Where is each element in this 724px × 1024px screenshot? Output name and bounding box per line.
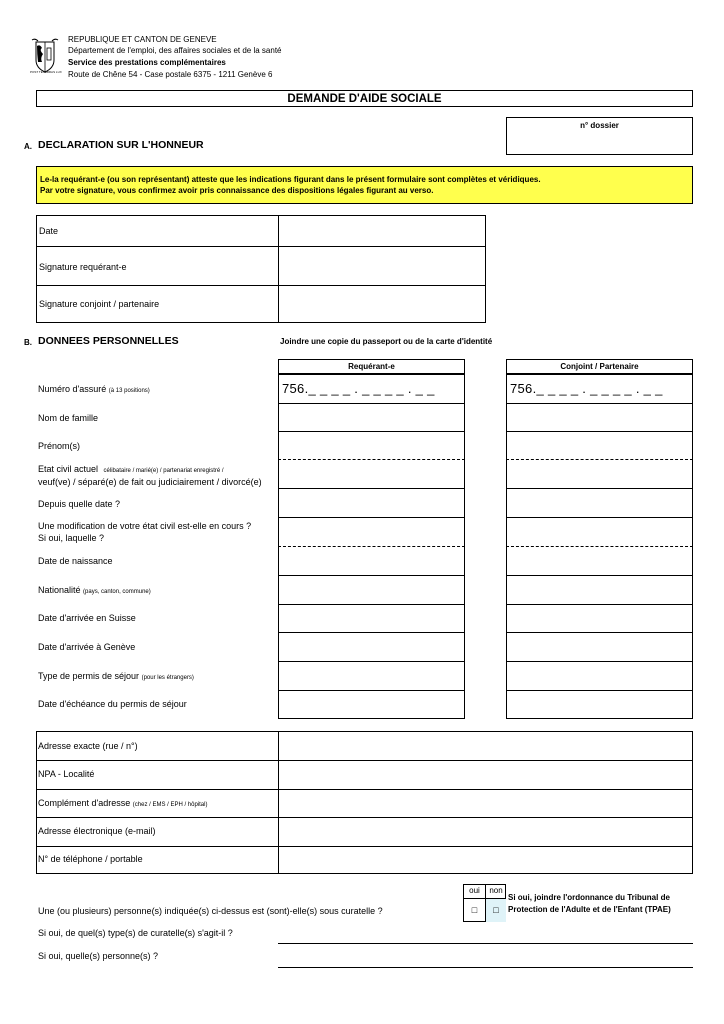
curatelle-type-field[interactable]	[278, 926, 693, 943]
page-title: DEMANDE D'AIDE SOCIALE	[287, 93, 442, 105]
col-header-requerant-label: Requérant-e	[348, 362, 395, 371]
nationalite-hint: (pays, canton, commune)	[83, 589, 151, 595]
col-header-conjoint	[506, 359, 693, 374]
date-label: Date	[39, 226, 59, 236]
row-divider-dashed	[506, 459, 693, 460]
curatelle-person-answer-line	[278, 967, 693, 968]
requerant-prenom-field[interactable]	[279, 432, 464, 459]
signature-conjoint-label: Signature conjoint / partenaire	[39, 299, 160, 309]
requerant-etat-civil-field[interactable]	[279, 461, 464, 488]
section-b-title: DONNEES PERSONNELLES	[38, 335, 179, 347]
email-label: Adresse électronique (e-mail)	[38, 826, 156, 836]
naissance-label: Date de naissance	[38, 556, 113, 566]
conjoint-ssn-field[interactable]: 756._ _ _ _ . _ _ _ _ . _ _	[510, 381, 663, 396]
section-b-letter: B.	[24, 338, 32, 347]
telephone-label: N° de téléphone / portable	[38, 854, 143, 864]
signature-conjoint-field[interactable]	[279, 286, 486, 323]
complement-label-text: Complément d'adresse	[38, 798, 131, 808]
etat-civil-label-text: Etat civil actuel	[38, 464, 99, 474]
conjoint-depuis-field[interactable]	[507, 489, 692, 517]
requerant-naissance-field[interactable]	[279, 576, 464, 604]
curatelle-checkbox-group	[463, 884, 506, 922]
conjoint-prenom-field[interactable]	[507, 432, 692, 459]
conjoint-permis-field[interactable]	[507, 691, 692, 718]
permis-hint: (pour les étrangers)	[141, 675, 194, 681]
requerant-nationalite-field[interactable]	[279, 605, 464, 632]
row-divider-dashed	[278, 459, 465, 460]
adresse-field[interactable]	[279, 732, 691, 760]
requerant-arrivee-suisse-field[interactable]	[279, 633, 464, 661]
dossier-number-box[interactable]	[506, 117, 693, 155]
conjoint-etat-civil-field[interactable]	[507, 461, 692, 488]
section-a-letter: A.	[24, 142, 32, 151]
notice-line-2: Par votre signature, vous confirmez avoir pris connaissance des dispositions légales figurant au verso.	[40, 186, 434, 195]
echeance-label: Date d'échéance du permis de séjour	[38, 699, 187, 709]
npa-label: NPA - Localité	[38, 769, 95, 779]
modification-label-2: Si oui, laquelle ?	[38, 533, 105, 543]
requerant-depuis-field[interactable]	[279, 489, 464, 517]
nationalite-label	[38, 585, 151, 595]
header-line-department: Département de l'emploi, des affaires sociales et de la santé	[68, 46, 282, 55]
address-table	[36, 731, 693, 874]
tpae-note-line-2: Protection de l'Adulte et de l'Enfant (TPAE)	[508, 905, 671, 914]
permis-label	[38, 671, 194, 681]
npa-field[interactable]	[279, 761, 691, 789]
passport-note: Joindre une copie du passeport ou de la carte d'identité	[280, 337, 493, 346]
prenom-label: Prénom(s)	[38, 441, 81, 451]
requerant-arrivee-geneve-field[interactable]	[279, 662, 464, 690]
complement-hint: (chez / EMS / EPH / hôpital)	[132, 802, 208, 808]
nom-label: Nom de famille	[38, 413, 99, 423]
curatelle-type-answer-line	[278, 943, 693, 944]
title-bar	[36, 90, 693, 107]
etat-civil-hint-2: veuf(ve) / séparé(e) de fait ou judiciairement / divorcé(e)	[38, 477, 262, 487]
requerant-ssn-field[interactable]: 756._ _ _ _ . _ _ _ _ . _ _	[282, 381, 435, 396]
oui-header: oui	[469, 886, 480, 895]
geneva-coat-of-arms-logo	[30, 38, 60, 78]
adresse-label: Adresse exacte (rue / n°)	[38, 741, 138, 751]
email-field[interactable]	[279, 818, 691, 846]
permis-label-text: Type de permis de séjour	[38, 671, 140, 681]
assure-label	[38, 384, 150, 394]
curatelle-person-field[interactable]	[278, 950, 693, 967]
dossier-label: n° dossier	[580, 121, 619, 130]
curatelle-non-checkbox[interactable]: □	[493, 905, 499, 915]
non-header: non	[489, 886, 503, 895]
etat-civil-hint-1: célibataire / marié(e) / partenariat enregistré /	[103, 468, 224, 474]
conjoint-naissance-field[interactable]	[507, 576, 692, 604]
signature-table	[36, 215, 486, 323]
telephone-field[interactable]	[279, 847, 691, 873]
date-field[interactable]	[279, 216, 486, 246]
conjoint-arrivee-geneve-field[interactable]	[507, 662, 692, 690]
header-line-address: Route de Chêne 54 - Case postale 6375 - 1211 Genève 6	[68, 70, 273, 79]
modification-label-1: Une modification de votre état civil est-elle en cours ?	[38, 521, 252, 531]
col-header-conjoint-label: Conjoint / Partenaire	[560, 362, 639, 371]
curatelle-oui-checkbox[interactable]: □	[471, 905, 478, 915]
notice-line-1: Le-la requérant-e (ou son représentant) atteste que les indications figurant dans le présent formulaire sont complètes et véridiques.	[40, 175, 541, 184]
logo-caption: POST TENEBRAS LUX	[30, 70, 62, 74]
conjoint-nom-field[interactable]	[507, 404, 692, 431]
col-header-requerant	[278, 359, 465, 374]
assure-label-text: Numéro d'assuré	[38, 384, 107, 394]
signature-requerant-field[interactable]	[279, 247, 486, 285]
arrivee-suisse-label: Date d'arrivée en Suisse	[38, 613, 136, 623]
requerant-modification-field[interactable]	[279, 518, 464, 575]
curatelle-type-question: Si oui, de quel(s) type(s) de curatelle(s) s'agit-il ?	[38, 928, 233, 938]
etat-civil-label	[38, 464, 224, 474]
header-line-service: Service des prestations complémentaires	[68, 58, 226, 67]
requerant-nom-field[interactable]	[279, 404, 464, 431]
complement-field[interactable]	[279, 790, 691, 817]
conjoint-arrivee-suisse-field[interactable]	[507, 633, 692, 661]
arrivee-geneve-label: Date d'arrivée à Genève	[38, 642, 136, 652]
signature-requerant-label: Signature requérant-e	[39, 262, 127, 272]
tpae-note-line-1: Si oui, joindre l'ordonnance du Tribunal de	[508, 893, 670, 902]
curatelle-question: Une (ou plusieurs) personne(s) indiquée(s) ci-dessus est (sont)-elle(s) sous curatelle ?	[38, 906, 383, 916]
declaration-notice	[36, 166, 693, 204]
conjoint-nationalite-field[interactable]	[507, 605, 692, 632]
depuis-label: Depuis quelle date ?	[38, 499, 121, 509]
complement-label	[38, 798, 207, 808]
conjoint-modification-field[interactable]	[507, 518, 692, 575]
section-a-title: DECLARATION SUR L'HONNEUR	[38, 139, 204, 151]
curatelle-person-question: Si oui, quelle(s) personne(s) ?	[38, 951, 159, 961]
requerant-permis-field[interactable]	[279, 691, 464, 718]
assure-label-hint: (à 13 positions)	[108, 388, 150, 394]
nationalite-label-text: Nationalité	[38, 585, 81, 595]
header-line-republic: REPUBLIQUE ET CANTON DE GENEVE	[68, 35, 217, 44]
